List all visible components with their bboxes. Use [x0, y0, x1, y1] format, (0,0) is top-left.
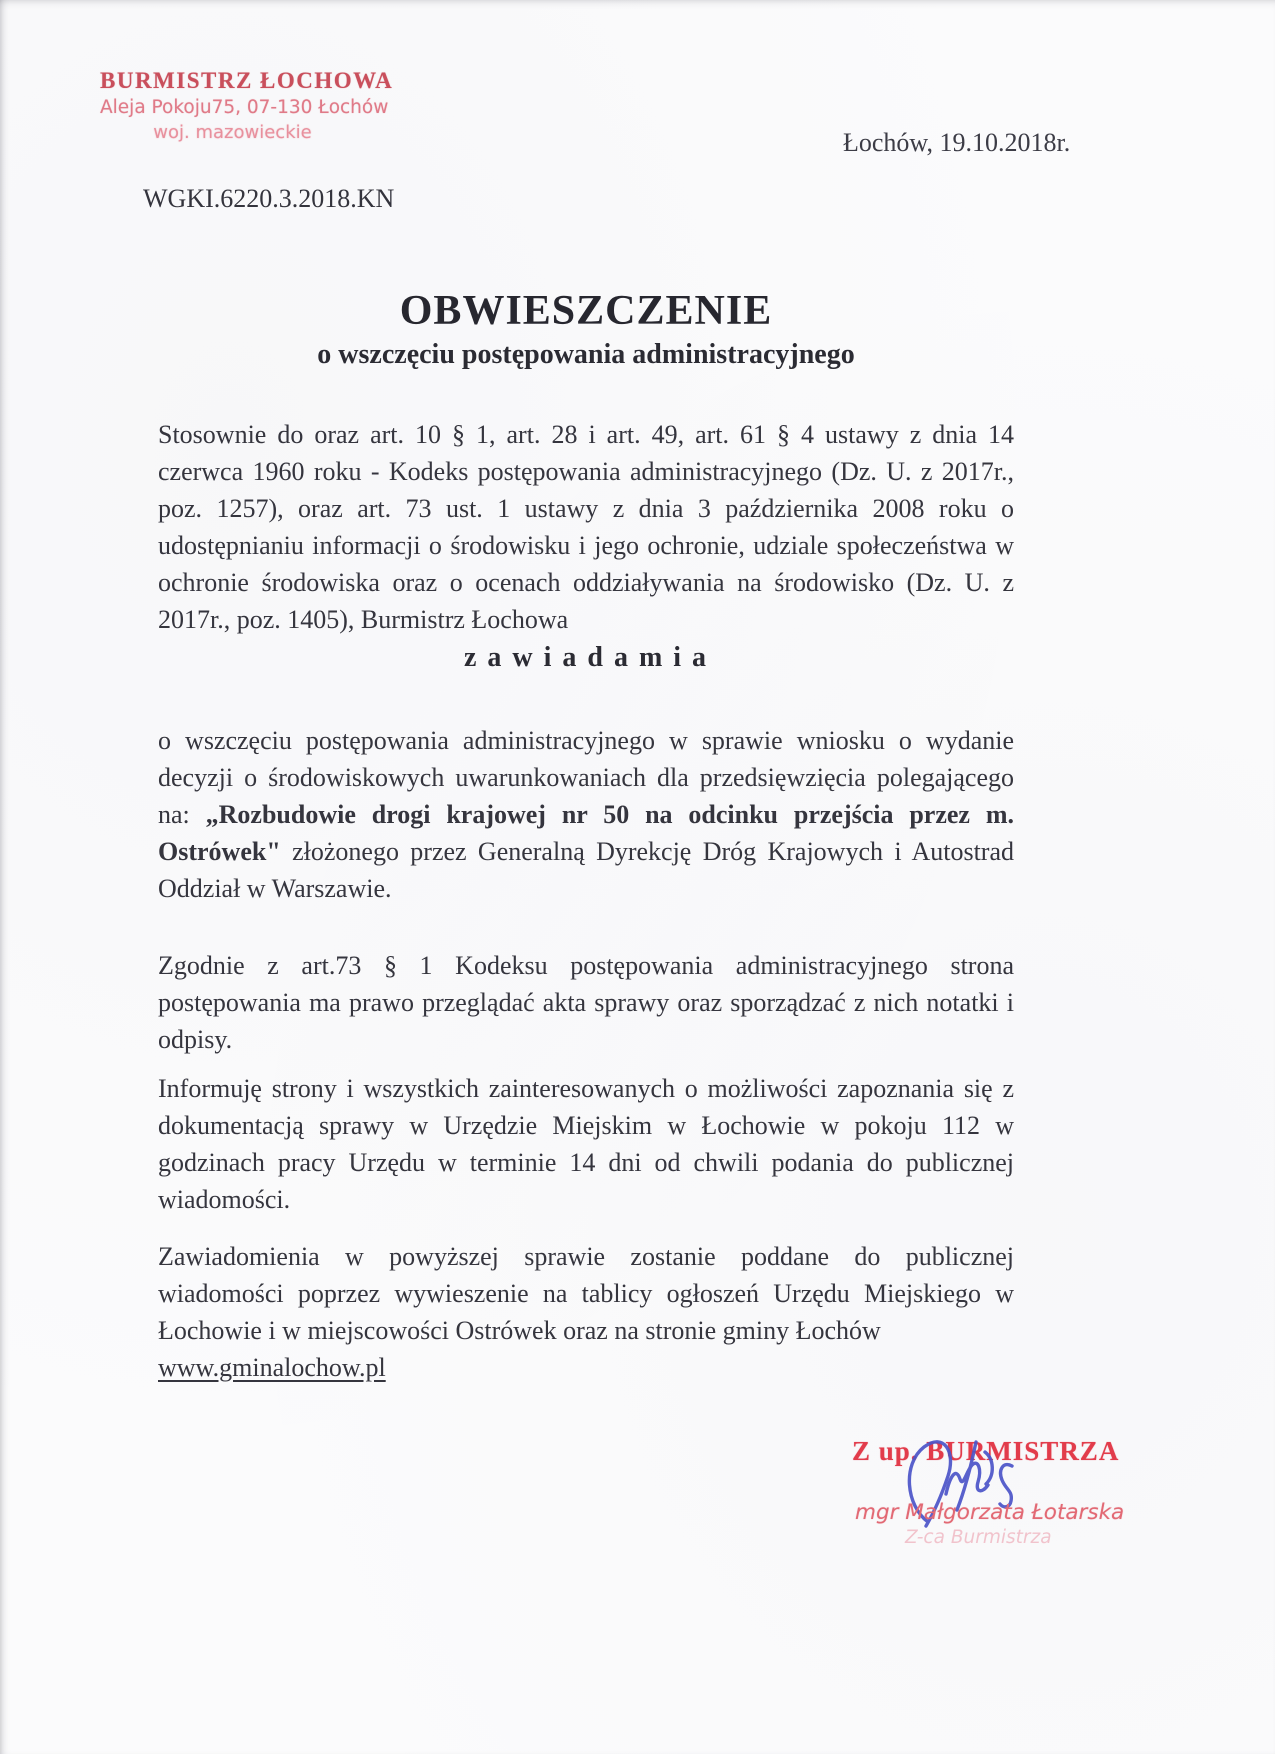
- text-segment: Stosownie do oraz art. 10 § 1, art. 28 i art. 49, art. 61 § 4 ustawy z dnia 14 czerwca 1960 roku - Kodeks postępowania administracyjnego (Dz. U. z 2017r., poz. 1257), oraz art. 73 ust. 1 ustawy z dnia 3 października 2008 roku o udostępnianiu informacji o środowisku i jego ochronie, udziale społeczeństwa w ochronie środowiska oraz o ocenach oddziaływania na środowisko (Dz. U. z 2017r., poz. 1405), Burmistrz Łochowa: [158, 420, 1014, 634]
- stamp-authority: BURMISTRZ ŁOCHOWA: [100, 68, 394, 93]
- paragraph-proceeding-subject: [158, 722, 1014, 907]
- text-segment: „Rozbudowie drogi krajowej nr 50 na odcinku przejścia przez m. Ostrówek": [158, 800, 1014, 866]
- text-segment: Zgodnie z art.73 § 1 Kodeksu postępowania administracyjnego strona postępowania ma prawo przeglądać akta sprawy oraz sporządzać z nich notatki i odpisy.: [158, 951, 1014, 1054]
- text-segment: Zawiadomienia w powyższej sprawie zostanie poddane do publicznej wiadomości poprzez wywieszenie na tablicy ogłoszeń Urzędu Miejskiego w Łochowie i w miejscowości Ostrówek oraz na stronie gminy Łochów: [158, 1242, 1014, 1345]
- document-body: [158, 288, 1014, 1386]
- paragraph-party-rights: [158, 947, 1014, 1058]
- place-and-date: Łochów, 19.10.2018r.: [843, 128, 1071, 157]
- notifies-keyword: z a w i a d a m i a: [463, 642, 709, 673]
- signature-authority-line: Z up. BURMISTRZA: [852, 1436, 1120, 1466]
- paragraph-legal-basis: [158, 416, 1014, 638]
- website-url: www.gminalochow.pl: [158, 1353, 386, 1382]
- case-reference-number: WGKI.6220.3.2018.KN: [143, 184, 395, 213]
- document-subtitle: o wszczęciu postępowania administracyjnego: [317, 339, 855, 370]
- signer-position: Z-ca Burmistrza: [905, 1527, 1052, 1548]
- stamp-address: Aleja Pokoju75, 07-130 Łochów: [100, 97, 389, 118]
- signer-name: mgr Małgorzata Łotarska: [855, 1500, 1125, 1525]
- text-segment: złożonego przez Generalną Dyrekcję Dróg Krajowych i Autostrad Oddział w Warszawie.: [158, 837, 1014, 903]
- paragraph-publication-info: [158, 1238, 1014, 1386]
- municipal-stamp: [100, 68, 394, 143]
- paragraph-file-access-info: [158, 1070, 1014, 1218]
- text-segment: o wszczęciu postępowania administracyjnego w sprawie wniosku o wydanie decyzji o środowiskowych uwarunkowaniach dla przedsięwzięcia polegającego na:: [158, 726, 1014, 829]
- text-segment: Informuję strony i wszystkich zainteresowanych o możliwości zapoznania się z dokumentacją sprawy w Urzędzie Miejskim w Łochowie w pokoju 112 w godzinach pracy Urzędu w terminie 14 dni od chwili podania do publicznej wiadomości.: [158, 1074, 1014, 1214]
- document-title: OBWIESZCZENIE: [399, 288, 773, 334]
- stamp-voivodeship: woj. mazowieckie: [153, 122, 312, 143]
